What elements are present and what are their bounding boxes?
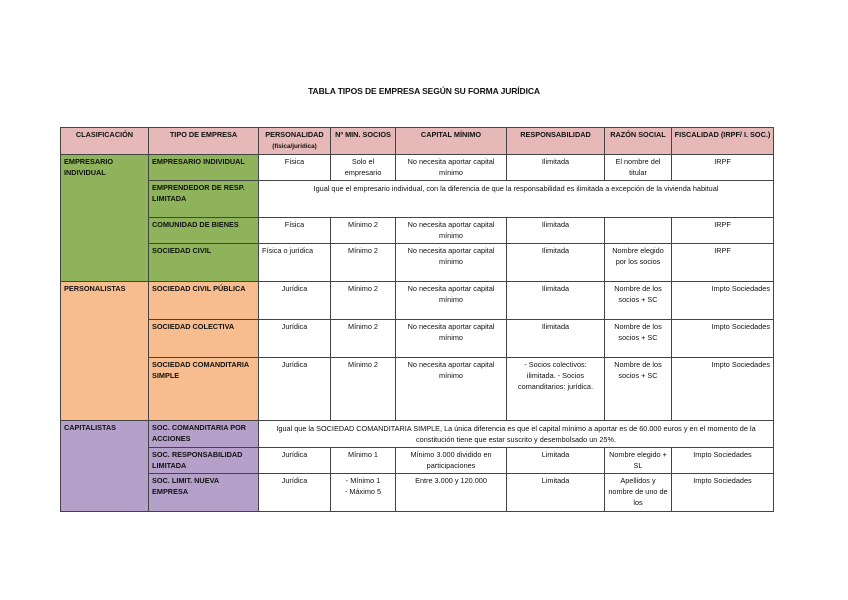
responsabilidad-cell: Ilimitada (507, 319, 605, 357)
table-row (61, 448, 774, 474)
col-header-razon: RAZÓN SOCIAL (605, 128, 672, 155)
fiscalidad-cell: IRPF (672, 155, 774, 181)
type-cell: SOC. RESPONSABILIDAD LIMITADA (149, 448, 259, 474)
responsabilidad-cell: Limitada (507, 473, 605, 511)
fiscalidad-cell: Impto Sociedades (672, 448, 774, 474)
personalidad-cell: Física (259, 217, 331, 243)
socios-max: - Máximo 5 (344, 487, 382, 497)
responsabilidad-cell: - Socios colectivos: ilimitada. - Socios comanditarios: jurídica. (507, 357, 605, 420)
fiscalidad-cell: Impto Sociedades (672, 357, 774, 420)
table-header-row (61, 128, 774, 155)
personalidad-cell: Jurídica (259, 281, 331, 319)
type-cell: EMPRESARIO INDIVIDUAL (149, 155, 259, 181)
razon-cell: Nombre elegido + SL (605, 448, 672, 474)
capital-cell: No necesita aportar capital mínimo (396, 281, 507, 319)
socios-cell: Mínimo 2 (331, 281, 396, 319)
col-header-tipo: TIPO DE EMPRESA (149, 128, 259, 155)
table-row (61, 357, 774, 420)
razon-cell: El nombre del titular (605, 155, 672, 181)
merged-note-cell: Igual que la SOCIEDAD COMANDITARIA SIMPLE, La única diferencia es que el capital mínimo a aportar es de 60.000 euros y en el momento de la constitución tiene que estar suscrito y desembolsado un 25%. (259, 420, 774, 448)
socios-cell: Solo el empresario (331, 155, 396, 181)
personalidad-cell: Jurídica (259, 448, 331, 474)
responsabilidad-cell: Ilimitada (507, 155, 605, 181)
table-row (61, 217, 774, 243)
personalidad-cell: Física o jurídica (259, 243, 331, 281)
fiscalidad-cell: Impto Sociedades (672, 319, 774, 357)
table-row (61, 243, 774, 281)
socios-cell: Mínimo 2 (331, 243, 396, 281)
group-empresario-individual: EMPRESARIO INDIVIDUAL (61, 155, 149, 282)
socios-cell: Mínimo 2 (331, 319, 396, 357)
socios-cell: Mínimo 1 (331, 448, 396, 474)
table-row (61, 319, 774, 357)
socios-cell (331, 473, 396, 511)
table-row (61, 420, 774, 448)
type-cell: SOCIEDAD CIVIL PÚBLICA (149, 281, 259, 319)
fiscalidad-cell: Impto Sociedades (672, 473, 774, 511)
personalidad-cell: Jurídica (259, 473, 331, 511)
responsabilidad-cell: Limitada (507, 448, 605, 474)
capital-cell: Entre 3.000 y 120.000 (396, 473, 507, 511)
table-row (61, 473, 774, 511)
type-cell: EMPRENDEDOR DE RESP. LIMITADA (149, 180, 259, 217)
socios-cell: Mínimo 2 (331, 357, 396, 420)
personalidad-cell: Jurídica (259, 319, 331, 357)
capital-cell: No necesita aportar capital mínimo (396, 319, 507, 357)
capital-cell: No necesita aportar capital mínimo (396, 155, 507, 181)
fiscalidad-cell: Impto Sociedades (672, 281, 774, 319)
col-header-capital: CAPITAL MÍNIMO (396, 128, 507, 155)
capital-cell: No necesita aportar capital mínimo (396, 243, 507, 281)
responsabilidad-cell: Ilimitada (507, 217, 605, 243)
razon-cell (605, 217, 672, 243)
type-cell: SOC. COMANDITARIA POR ACCIONES (149, 420, 259, 448)
type-cell: COMUNIDAD DE BIENES (149, 217, 259, 243)
capital-cell: No necesita aportar capital mínimo (396, 217, 507, 243)
company-types-table (60, 127, 774, 512)
personalidad-cell: Jurídica (259, 357, 331, 420)
table-row (61, 155, 774, 181)
col-header-personalidad (259, 128, 331, 155)
responsabilidad-cell: Ilimitada (507, 243, 605, 281)
col-header-socios: Nº MIN. SOCIOS (331, 128, 396, 155)
fiscalidad-cell: IRPF (672, 243, 774, 281)
razon-cell: Apellidos y nombre de uno de los (605, 473, 672, 511)
personalidad-label: PERSONALIDAD (265, 130, 324, 139)
group-personalistas: PERSONALISTAS (61, 281, 149, 420)
col-header-fiscalidad: FISCALIDAD (IRPF/ I. SOC.) (672, 128, 774, 155)
razon-cell: Nombre de los socios + SC (605, 319, 672, 357)
group-capitalistas: CAPITALISTAS (61, 420, 149, 511)
responsabilidad-cell: Ilimitada (507, 281, 605, 319)
razon-cell: Nombre de los socios + SC (605, 357, 672, 420)
table-row (61, 281, 774, 319)
capital-cell: No necesita aportar capital mínimo (396, 357, 507, 420)
personalidad-cell: Física (259, 155, 331, 181)
page-title: TABLA TIPOS DE EMPRESA SEGÚN SU FORMA JURÍDICA (308, 86, 540, 96)
table-row (61, 180, 774, 217)
merged-note-cell: Igual que el empresario individual, con la diferencia de que la responsabilidad es ilimitada a excepción de la vivienda habitual (259, 180, 774, 217)
col-header-responsabilidad: RESPONSABILIDAD (507, 128, 605, 155)
type-cell: SOCIEDAD CIVIL (149, 243, 259, 281)
socios-min: - Mínimo 1 (345, 475, 381, 485)
personalidad-sub-label: (física/jurídica) (272, 143, 317, 151)
type-cell: SOC. LIMIT. NUEVA EMPRESA (149, 473, 259, 511)
col-header-clasificacion: CLASIFICACIÓN (61, 128, 149, 155)
type-cell: SOCIEDAD COLECTIVA (149, 319, 259, 357)
fiscalidad-cell: IRPF (672, 217, 774, 243)
razon-cell: Nombre elegido por los socios (605, 243, 672, 281)
type-cell: SOCIEDAD COMANDITARIA SIMPLE (149, 357, 259, 420)
capital-cell: Mínimo 3.000 dividido en participaciones (396, 448, 507, 474)
razon-cell: Nombre de los socios + SC (605, 281, 672, 319)
socios-cell: Mínimo 2 (331, 217, 396, 243)
